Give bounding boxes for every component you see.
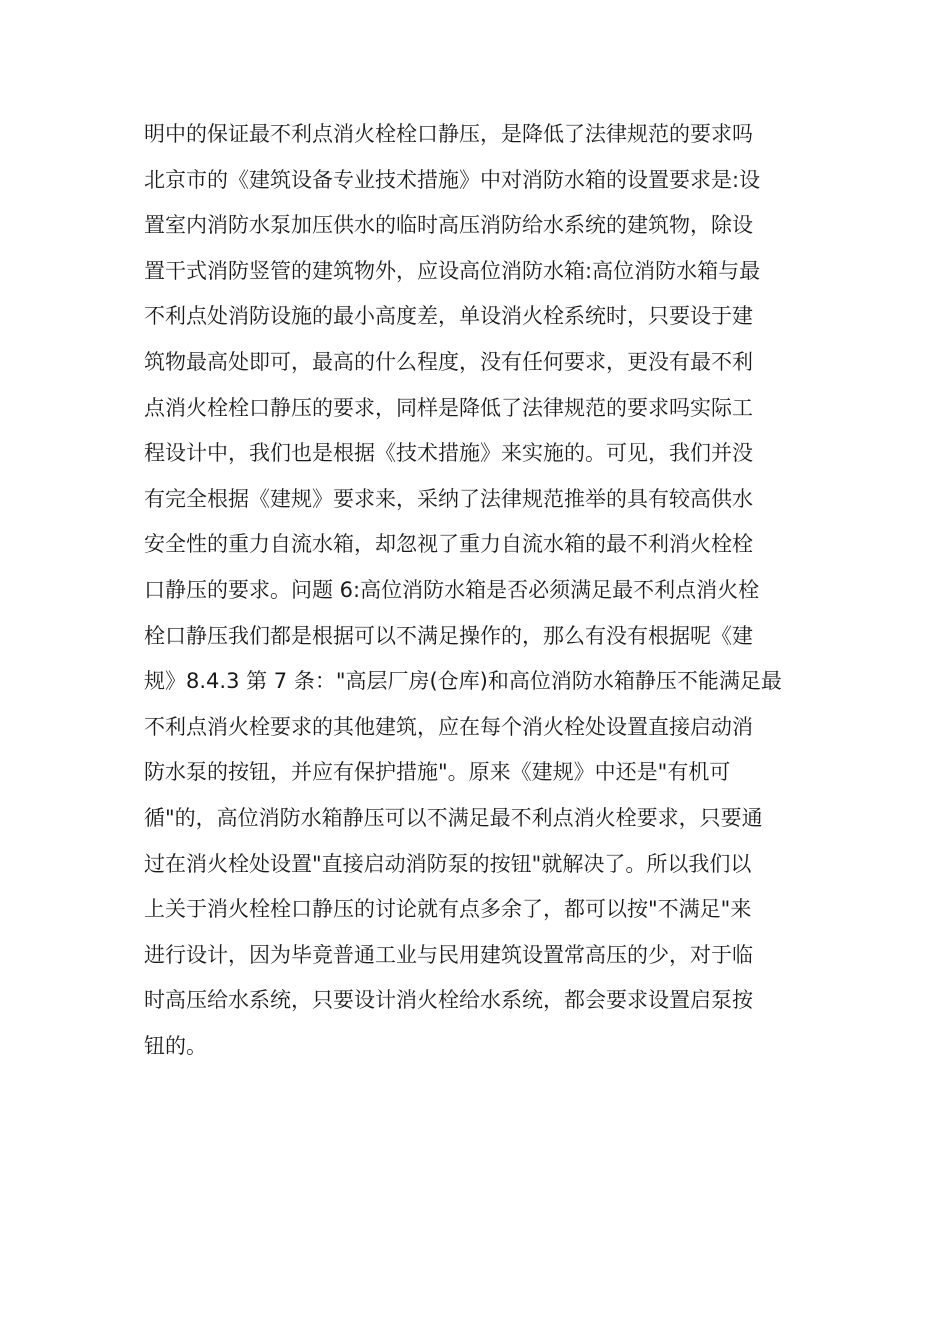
body-text (144, 112, 824, 1069)
text-line: 钮的。 (144, 1033, 207, 1058)
text-line: 筑物最高处即可，最高的什么程度，没有任何要求，更没有最不利 (144, 349, 753, 374)
text-line: 栓口静压我们都是根据可以不满足操作的，那么有没有根据呢《建 (144, 623, 753, 648)
text-line: 进行设计，因为毕竟普通工业与民用建筑设置常高压的少，对于临 (144, 942, 753, 967)
text-line: 防水泵的按钮，并应有保护措施"。原来《建规》中还是"有机可 (144, 760, 731, 785)
text-line: 北京市的《建筑设备专业技术措施》中对消防水箱的设置要求是:设 (144, 167, 761, 192)
text-line: 不利点消火栓要求的其他建筑，应在每个消火栓处设置直接启动消 (144, 714, 753, 739)
text-line: 规》8.4.3 第 7 条："高层厂房(仓库)和高位消防水箱静压不能满足最 (144, 669, 782, 694)
text-line: 口静压的要求。问题 6:高位消防水箱是否必须满足最不利点消火栓 (144, 577, 760, 602)
text-line: 上关于消火栓栓口静压的讨论就有点多余了，都可以按"不满足"来 (144, 897, 752, 922)
text-line: 不利点处消防设施的最小高度差，单设消火栓系统时，只要设于建 (144, 304, 753, 329)
text-line: 时高压给水系统，只要设计消火栓给水系统，都会要求设置启泵按 (144, 988, 753, 1013)
text-line: 有完全根据《建规》要求来，采纳了法律规范推举的具有较高供水 (144, 486, 753, 511)
text-line: 明中的保证最不利点消火栓栓口静压，是降低了法律规范的要求吗 (144, 122, 753, 146)
text-line: 置室内消防水泵加压供水的临时高压消防给水系统的建筑物，除设 (144, 213, 753, 238)
text-line: 安全性的重力自流水箱，却忽视了重力自流水箱的最不利消火栓栓 (144, 532, 753, 557)
text-line: 程设计中，我们也是根据《技术措施》来实施的。可见，我们并没 (144, 441, 753, 466)
text-line: 置干式消防竖管的建筑物外，应设高位消防水箱:高位消防水箱与最 (144, 258, 761, 283)
text-line: 循"的，高位消防水箱静压可以不满足最不利点消火栓要求，只要通 (144, 805, 763, 830)
text-line: 过在消火栓处设置"直接启动消防泵的按钮"就解决了。所以我们以 (144, 851, 752, 876)
text-line: 点消火栓栓口静压的要求，同样是降低了法律规范的要求吗实际工 (144, 395, 753, 420)
